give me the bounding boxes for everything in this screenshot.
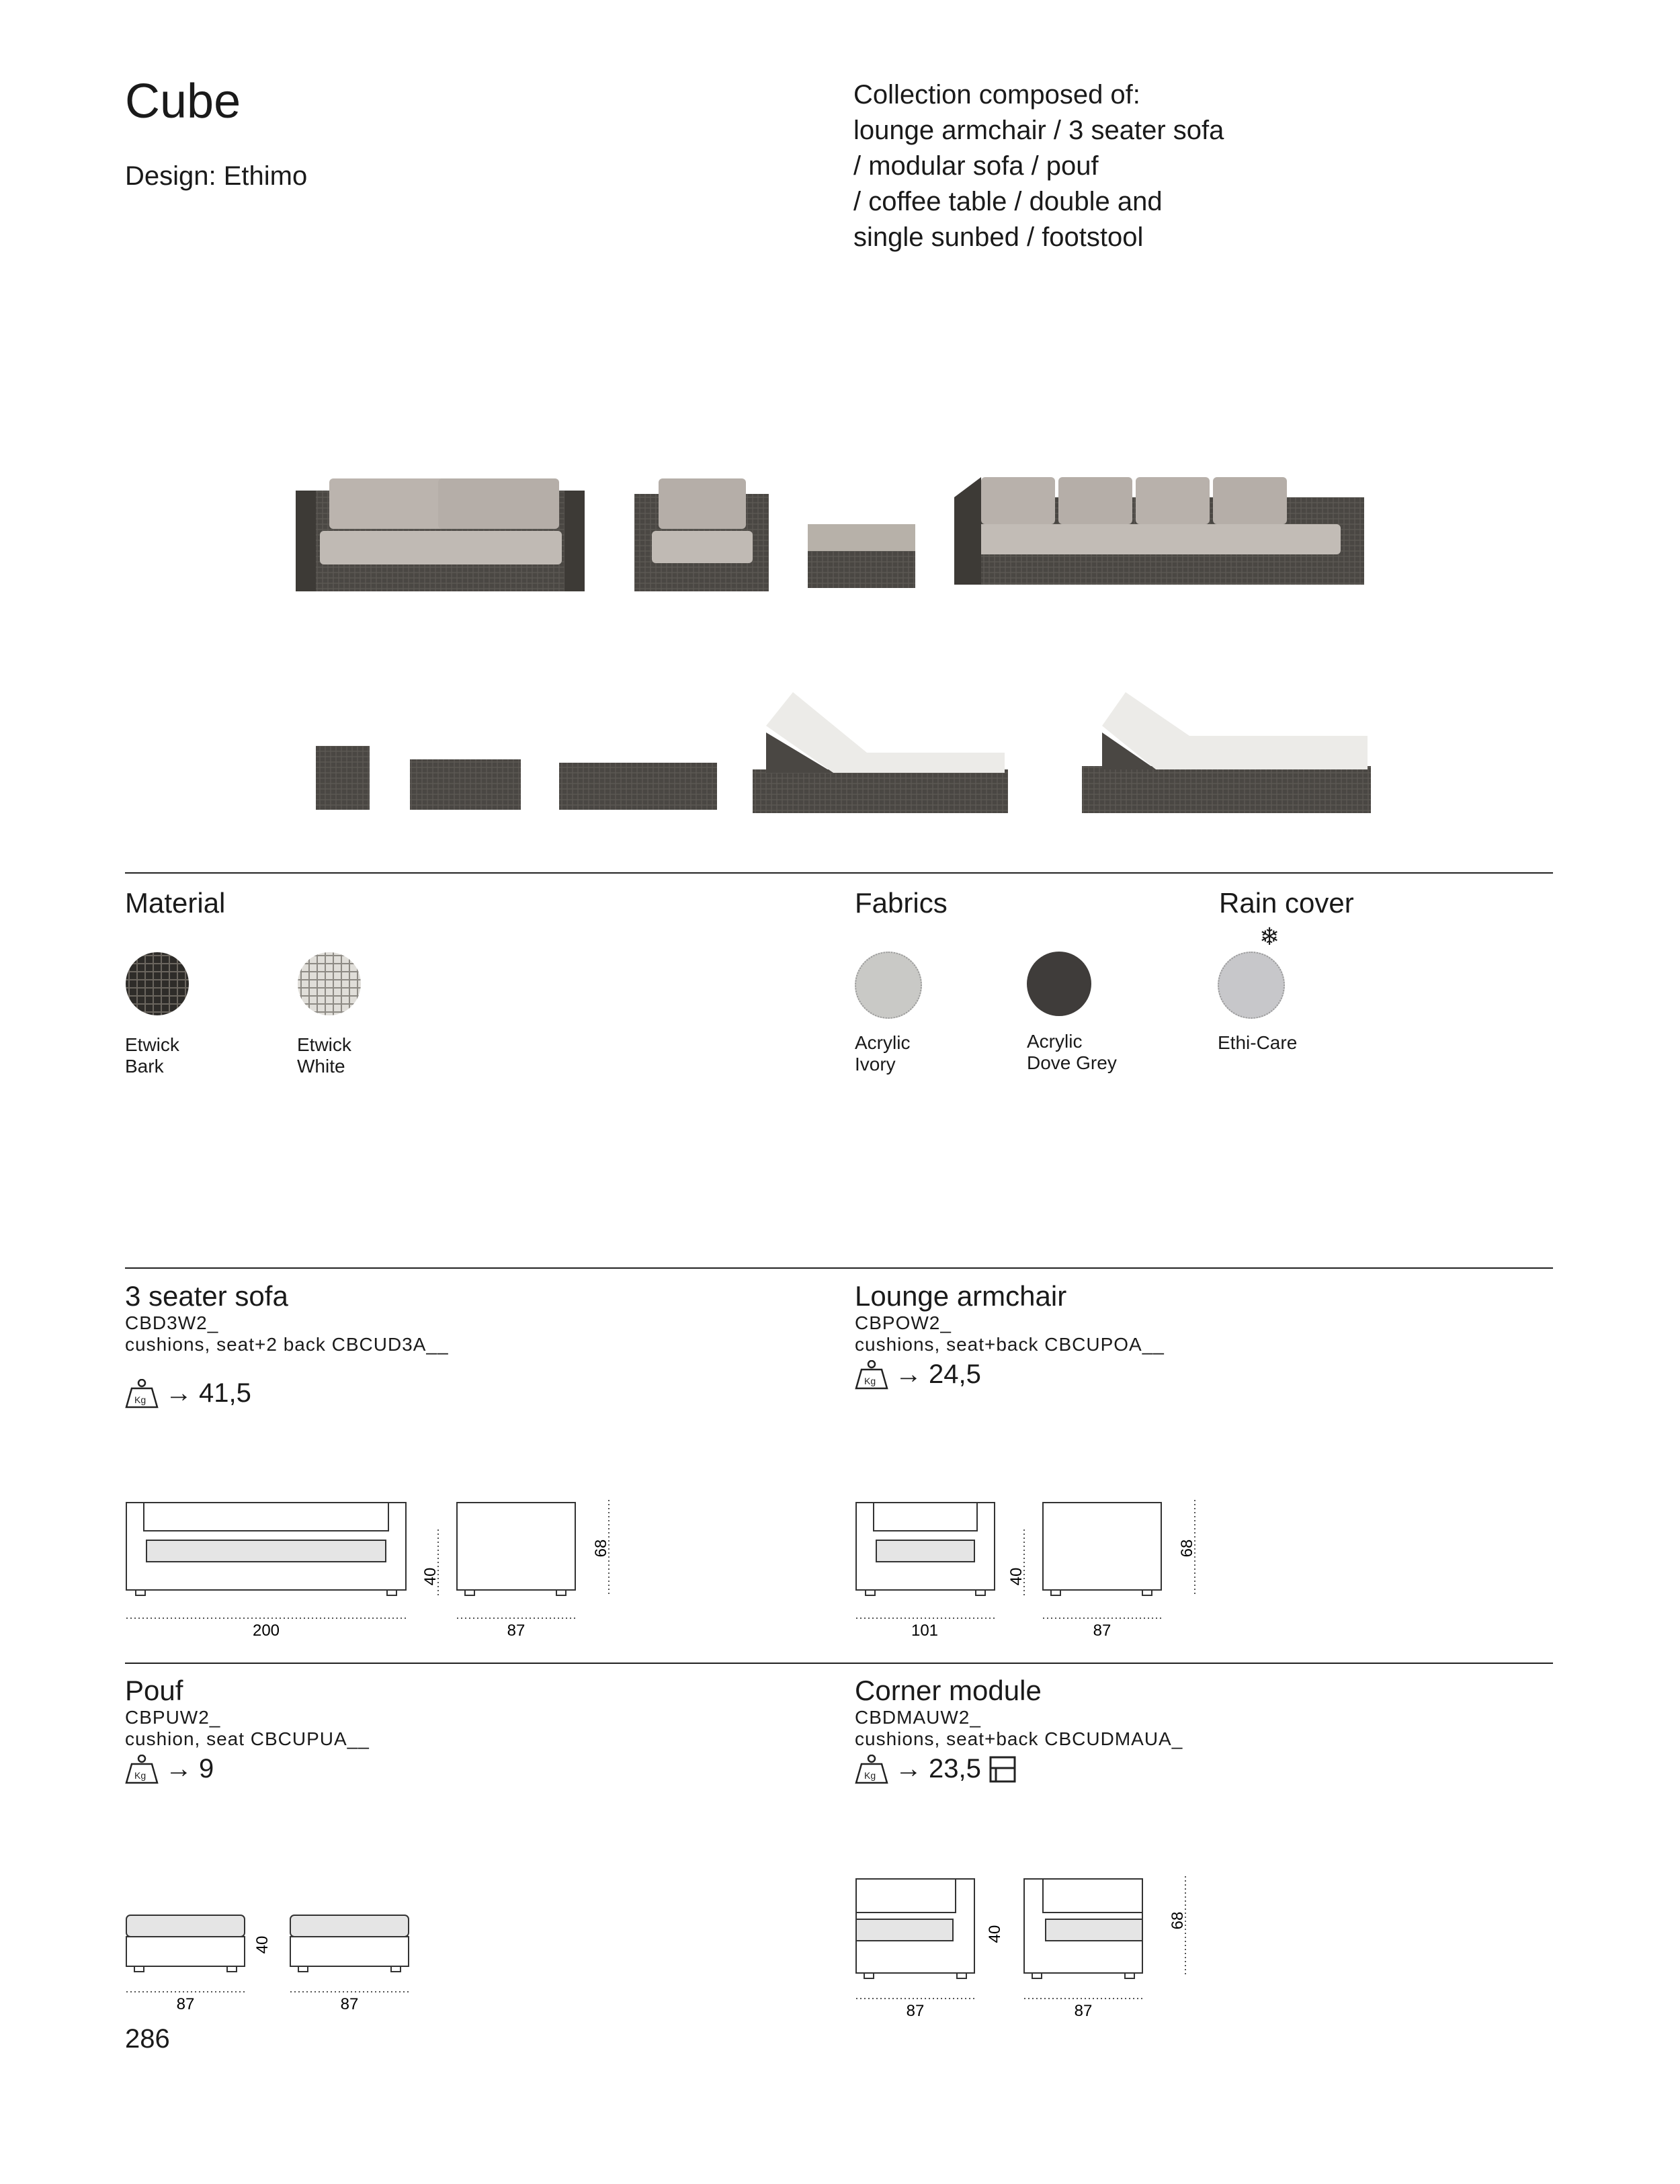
section-divider <box>125 872 1553 874</box>
svg-text:Kg: Kg <box>134 1769 146 1781</box>
product-name: 3 seater sofa <box>125 1280 288 1312</box>
dimension-height: 68 <box>592 1539 610 1558</box>
weight-arrow: → <box>895 1754 922 1783</box>
weight-value: 9 <box>199 1754 214 1783</box>
coffee-table-large-photo <box>559 763 717 810</box>
product-3-seater-sofa <box>125 1280 449 1409</box>
coffee-table-small-photo <box>410 759 521 810</box>
product-code: CBPUW2_ <box>125 1707 221 1728</box>
material-heading: Material <box>125 887 226 919</box>
pouf-drawing <box>125 1908 421 2016</box>
dimension-width: 87 <box>906 2002 925 2020</box>
acrylic-dove-grey-swatch <box>1027 952 1091 1016</box>
svg-text:Kg: Kg <box>864 1375 876 1386</box>
footstool-photo <box>316 746 370 810</box>
rain-cover-heading: Rain cover <box>1219 887 1354 919</box>
collection-line: single sunbed / footstool <box>853 222 1144 252</box>
product-weight <box>125 1754 370 1784</box>
etwick-white-swatch <box>297 952 362 1016</box>
collection-description <box>853 77 1324 255</box>
product-code: CBD3W2_ <box>125 1312 219 1333</box>
collection-line: / modular sofa / pouf <box>853 151 1099 181</box>
dimension-seat-height: 40 <box>421 1567 439 1586</box>
corner-module-drawing <box>855 1875 1204 2023</box>
dimension-depth: 87 <box>507 1622 526 1640</box>
swatch-acrylic-ivory <box>855 952 922 1075</box>
weight-value: 23,5 <box>929 1754 981 1783</box>
sofa-photo <box>296 478 585 591</box>
pouf-photo <box>808 524 915 588</box>
single-sunbed-photo <box>753 692 1008 813</box>
product-cushions: cushions, seat+back CBCUPOA__ <box>855 1334 1165 1355</box>
product-photos-row-1 <box>282 457 1384 618</box>
ethi-care-swatch <box>1218 952 1285 1019</box>
dimension-depth: 87 <box>1093 1622 1111 1640</box>
weight-arrow: → <box>895 1359 922 1389</box>
swatch-acrylic-dove-grey <box>1027 952 1117 1074</box>
dimension-width: 87 <box>176 1995 195 2013</box>
modular-sofa-photo <box>954 477 1364 585</box>
product-name: Pouf <box>125 1675 183 1706</box>
weight-value: 24,5 <box>929 1359 981 1389</box>
swatch-label: Etwick White <box>297 1034 351 1077</box>
snowflake-icon: ❄ <box>1259 923 1280 950</box>
section-divider <box>125 1267 1553 1269</box>
dimension-width: 101 <box>911 1622 939 1640</box>
product-lounge-armchair <box>855 1280 1165 1390</box>
corner-module-icon <box>988 1755 1017 1784</box>
product-corner-module <box>855 1675 1183 1784</box>
product-name: Corner module <box>855 1675 1042 1706</box>
weight-value: 41,5 <box>199 1378 251 1408</box>
product-cushions: cushions, seat+2 back CBCUD3A__ <box>125 1334 449 1355</box>
dimension-seat-height: 40 <box>253 1935 271 1954</box>
swatch-label: Acrylic Dove Grey <box>1027 1031 1117 1073</box>
armchair-photo <box>634 478 769 591</box>
product-code: CBPOW2_ <box>855 1312 952 1333</box>
swatch-ethi-care <box>1218 952 1297 1054</box>
product-pouf <box>125 1675 370 1784</box>
weight-arrow: → <box>165 1754 192 1783</box>
swatch-label: Acrylic Ivory <box>855 1032 911 1075</box>
designer-credit: Design: Ethimo <box>125 161 308 191</box>
section-divider <box>125 1663 1553 1664</box>
collection-line: lounge armchair / 3 seater sofa <box>853 116 1224 145</box>
weight-icon <box>125 1755 159 1784</box>
weight-icon <box>855 1755 888 1784</box>
collection-line: Collection composed of: <box>853 80 1140 110</box>
product-code: CBDMAUW2_ <box>855 1707 981 1728</box>
collection-line: / coffee table / double and <box>853 187 1163 216</box>
product-cushions: cushions, seat+back CBCUDMAUA_ <box>855 1728 1183 1749</box>
weight-icon <box>125 1379 159 1409</box>
double-sunbed-photo <box>1082 692 1371 813</box>
swatch-label: Etwick Bark <box>125 1034 179 1077</box>
weight-arrow: → <box>165 1378 192 1408</box>
dimension-seat-height: 40 <box>986 1925 1004 1943</box>
dimension-height: 68 <box>1178 1539 1196 1558</box>
product-photos-row-2 <box>296 679 1384 827</box>
product-weight <box>125 1378 449 1409</box>
swatch-label: Ethi-Care <box>1218 1032 1298 1053</box>
fabrics-heading: Fabrics <box>855 887 948 919</box>
swatch-etwick-white <box>297 952 362 1077</box>
svg-text:Kg: Kg <box>864 1769 876 1781</box>
svg-text:Kg: Kg <box>134 1394 146 1405</box>
etwick-bark-swatch <box>125 952 190 1016</box>
page-number: 286 <box>125 2024 170 2054</box>
product-weight <box>855 1754 1183 1784</box>
product-name: Lounge armchair <box>855 1280 1067 1312</box>
dimension-seat-height: 40 <box>1007 1567 1025 1586</box>
sofa-drawing <box>125 1492 622 1640</box>
product-cushions: cushion, seat CBCUPUA__ <box>125 1728 370 1749</box>
dimension-depth: 87 <box>340 1995 359 2013</box>
product-weight <box>855 1359 1165 1390</box>
dimension-width: 200 <box>252 1622 280 1640</box>
weight-icon <box>855 1360 888 1390</box>
acrylic-ivory-swatch <box>855 952 922 1019</box>
collection-title: Cube <box>125 75 241 128</box>
dimension-depth: 87 <box>1074 2002 1093 2020</box>
armchair-drawing <box>855 1492 1218 1640</box>
dimension-height: 68 <box>1169 1911 1187 1930</box>
swatch-etwick-bark <box>125 952 190 1077</box>
